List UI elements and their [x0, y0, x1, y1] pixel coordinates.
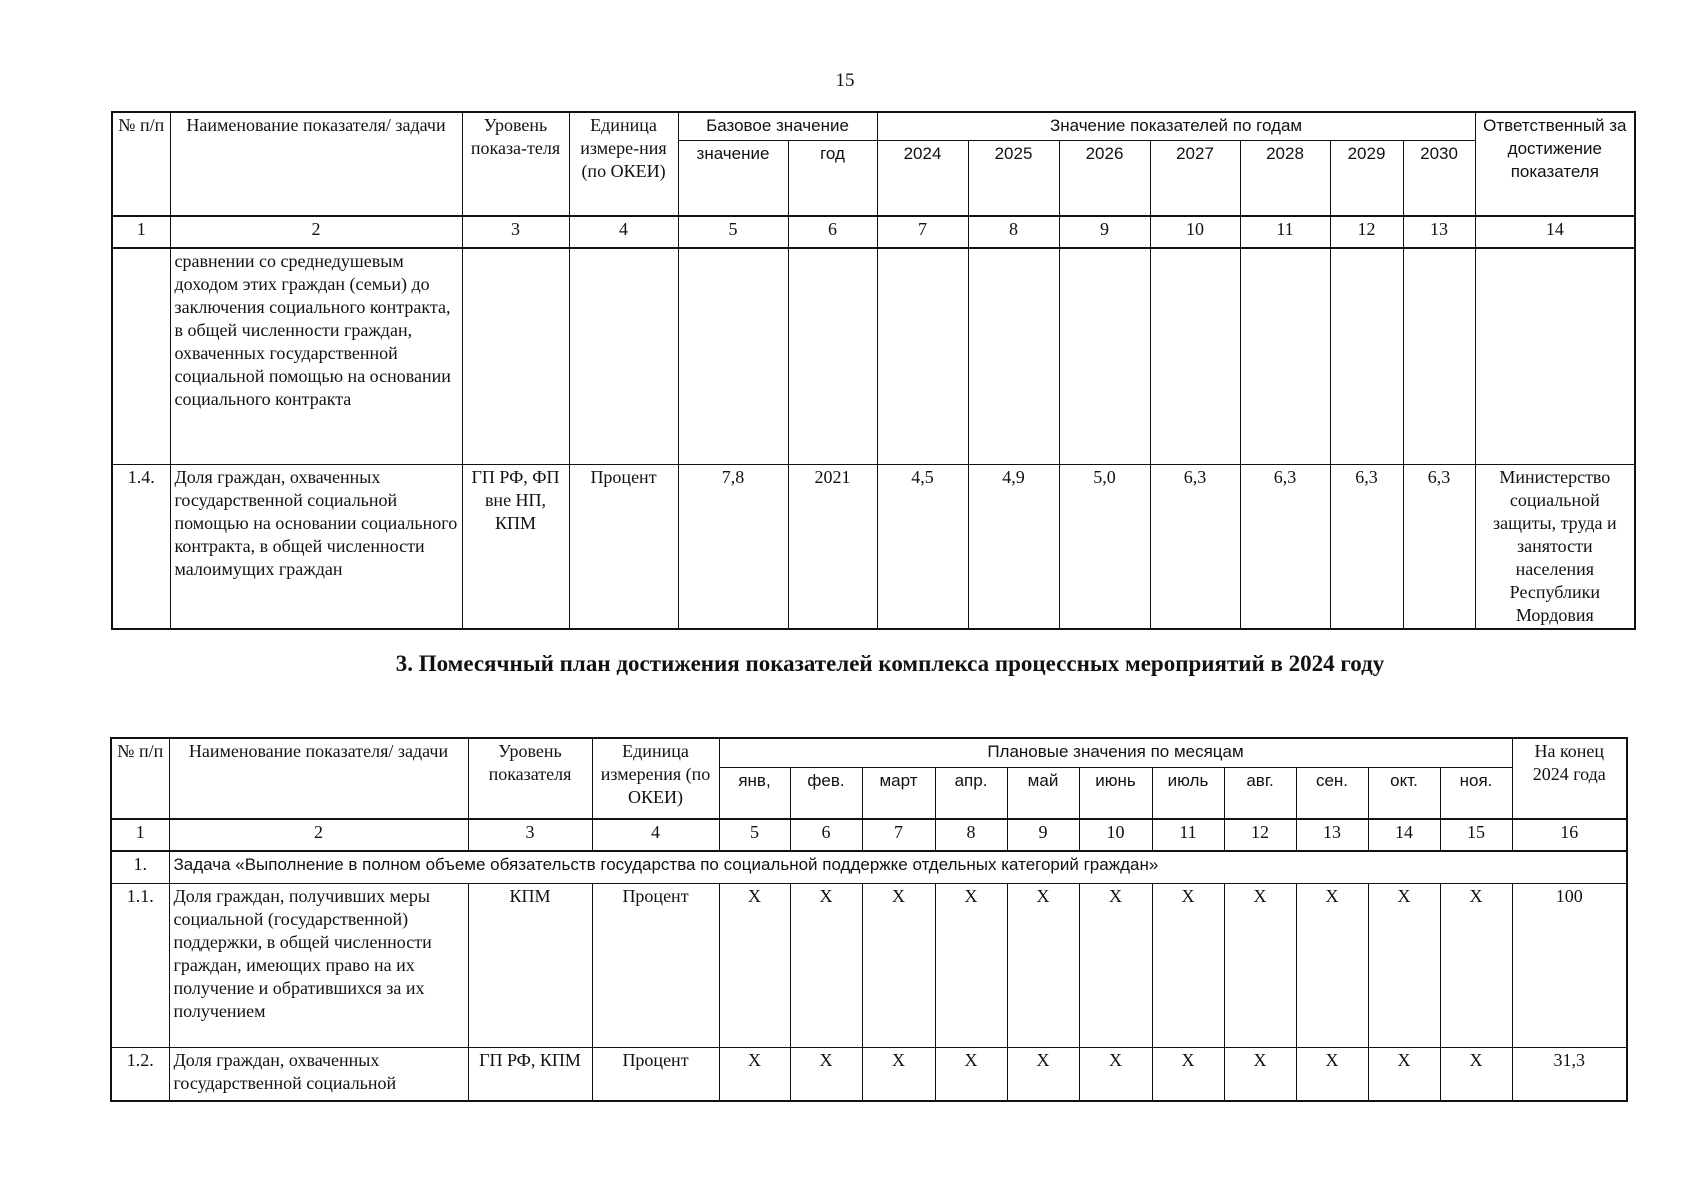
continuation-text: сравнении со среднедушевым доходом этих граждан (семьи) до заключения социального контракта, в общей численности граждан, охваченных государственной социальной помощью на основании социального контракта	[170, 248, 462, 464]
row-month-value: X	[1079, 1047, 1152, 1101]
row-month-value: X	[1296, 883, 1368, 1047]
column-number: 1	[112, 216, 170, 248]
row-name: Доля граждан, получивших меры социальной (государственной) поддержки, в общей численности граждан, имеющих право на их получение и обратившихся за их получением	[169, 883, 468, 1047]
table-row	[111, 883, 1627, 1047]
row-month-value: X	[719, 883, 790, 1047]
row-month-value: X	[1007, 883, 1079, 1047]
header-unit: Единица измерения (по ОКЕИ)	[592, 738, 719, 819]
header-month: окт.	[1368, 767, 1440, 819]
row-month-value: X	[1440, 883, 1512, 1047]
row-level: КПМ	[468, 883, 592, 1047]
table2-column-numbers	[111, 819, 1627, 851]
header-base: Базовое значение	[678, 112, 877, 140]
table-row	[111, 1047, 1627, 1101]
header-year: 2030	[1403, 140, 1475, 216]
header-month: янв,	[719, 767, 790, 819]
row-end-value: 100	[1512, 883, 1627, 1047]
column-number: 11	[1240, 216, 1330, 248]
row-month-value: X	[1368, 1047, 1440, 1101]
row-month-value: X	[862, 1047, 935, 1101]
row-month-value: X	[1079, 883, 1152, 1047]
header-base-value: значение	[678, 140, 788, 216]
section-title: 3. Помесячный план достижения показателей комплекса процессных мероприятий в 2024 году	[395, 651, 1385, 676]
row-month-value: X	[935, 883, 1007, 1047]
row-month-value: X	[790, 883, 862, 1047]
row-name: Доля граждан, охваченных государственной социальной помощью на основании социального контракта, в общей численности малоимущих граждан	[170, 464, 462, 629]
header-month: май	[1007, 767, 1079, 819]
table-row	[112, 464, 1635, 629]
header-end: На конец 2024 года	[1512, 738, 1627, 819]
column-number: 14	[1475, 216, 1635, 248]
header-name: Наименование показателя/ задачи	[170, 112, 462, 216]
column-number: 7	[877, 216, 968, 248]
column-number: 11	[1152, 819, 1224, 851]
column-number: 8	[968, 216, 1059, 248]
column-number: 7	[862, 819, 935, 851]
column-number: 4	[569, 216, 678, 248]
row-num: 1.2.	[111, 1047, 169, 1101]
row-month-value: X	[1152, 1047, 1224, 1101]
column-number: 2	[170, 216, 462, 248]
column-number: 1	[111, 819, 169, 851]
column-number: 10	[1079, 819, 1152, 851]
row-month-value: X	[935, 1047, 1007, 1101]
row-year-value: 6,3	[1150, 464, 1240, 629]
column-number: 6	[788, 216, 877, 248]
row-month-value: X	[862, 883, 935, 1047]
column-number: 12	[1330, 216, 1403, 248]
column-number: 10	[1150, 216, 1240, 248]
monthly-plan-table	[110, 737, 1628, 1102]
column-number: 13	[1296, 819, 1368, 851]
header-month: март	[862, 767, 935, 819]
column-number: 14	[1368, 819, 1440, 851]
row-year-value: 4,9	[968, 464, 1059, 629]
header-year: 2025	[968, 140, 1059, 216]
table1-header-row-1	[112, 112, 1635, 140]
column-number: 15	[1440, 819, 1512, 851]
column-number: 13	[1403, 216, 1475, 248]
row-month-value: X	[1368, 883, 1440, 1047]
header-month: июль	[1152, 767, 1224, 819]
row-month-value: X	[1440, 1047, 1512, 1101]
column-number: 9	[1007, 819, 1079, 851]
header-num: № п/п	[112, 112, 170, 216]
header-month: апр.	[935, 767, 1007, 819]
header-year: 2024	[877, 140, 968, 216]
header-month: сен.	[1296, 767, 1368, 819]
row-responsible: Министерство социальной защиты, труда и занятости населения Республики Мордовия	[1475, 464, 1635, 629]
row-num: 1.1.	[111, 883, 169, 1047]
header-name: Наименование показателя/ задачи	[169, 738, 468, 819]
header-month: июнь	[1079, 767, 1152, 819]
header-num: № п/п	[111, 738, 169, 819]
table1-column-numbers	[112, 216, 1635, 248]
header-base-year: год	[788, 140, 877, 216]
header-year: 2027	[1150, 140, 1240, 216]
table1-continuation-row	[112, 248, 1635, 464]
row-year-value: 6,3	[1240, 464, 1330, 629]
column-number: 12	[1224, 819, 1296, 851]
header-level: Уровень показа-теля	[462, 112, 569, 216]
column-number: 5	[678, 216, 788, 248]
row-num: 1.4.	[112, 464, 170, 629]
column-number: 8	[935, 819, 1007, 851]
row-month-value: X	[1224, 883, 1296, 1047]
task-row	[111, 851, 1627, 883]
page-number: 15	[835, 70, 855, 91]
column-number: 6	[790, 819, 862, 851]
row-month-value: X	[719, 1047, 790, 1101]
row-year-value: 4,5	[877, 464, 968, 629]
row-month-value: X	[790, 1047, 862, 1101]
header-level: Уровень показателя	[468, 738, 592, 819]
header-month: фев.	[790, 767, 862, 819]
column-number: 2	[169, 819, 468, 851]
row-level: ГП РФ, КПМ	[468, 1047, 592, 1101]
header-months-group: Плановые значения по месяцам	[719, 738, 1512, 767]
row-month-value: X	[1296, 1047, 1368, 1101]
row-unit: Процент	[569, 464, 678, 629]
row-year-value: 6,3	[1403, 464, 1475, 629]
row-year-value: 6,3	[1330, 464, 1403, 629]
row-month-value: X	[1224, 1047, 1296, 1101]
task-text: Задача «Выполнение в полном объеме обязательств государства по социальной поддержке отдельных категорий граждан»	[169, 851, 1627, 883]
header-responsible: Ответственный за достижение показателя	[1475, 112, 1635, 216]
header-years-group: Значение показателей по годам	[877, 112, 1475, 140]
row-base-year: 2021	[788, 464, 877, 629]
header-unit: Единица измере-ния (по ОКЕИ)	[569, 112, 678, 216]
column-number: 9	[1059, 216, 1150, 248]
row-base-value: 7,8	[678, 464, 788, 629]
header-month: авг.	[1224, 767, 1296, 819]
header-month: ноя.	[1440, 767, 1512, 819]
row-end-value: 31,3	[1512, 1047, 1627, 1101]
row-month-value: X	[1152, 883, 1224, 1047]
indicators-table	[111, 111, 1636, 630]
row-unit: Процент	[592, 883, 719, 1047]
row-unit: Процент	[592, 1047, 719, 1101]
header-year: 2029	[1330, 140, 1403, 216]
task-num: 1.	[111, 851, 169, 883]
table2-header-row-1	[111, 738, 1627, 767]
row-month-value: X	[1007, 1047, 1079, 1101]
column-number: 4	[592, 819, 719, 851]
row-level: ГП РФ, ФП вне НП, КПМ	[462, 464, 569, 629]
header-year: 2028	[1240, 140, 1330, 216]
column-number: 5	[719, 819, 790, 851]
column-number: 16	[1512, 819, 1627, 851]
row-year-value: 5,0	[1059, 464, 1150, 629]
header-year: 2026	[1059, 140, 1150, 216]
row-name: Доля граждан, охваченных государственной социальной	[169, 1047, 468, 1101]
column-number: 3	[468, 819, 592, 851]
column-number: 3	[462, 216, 569, 248]
